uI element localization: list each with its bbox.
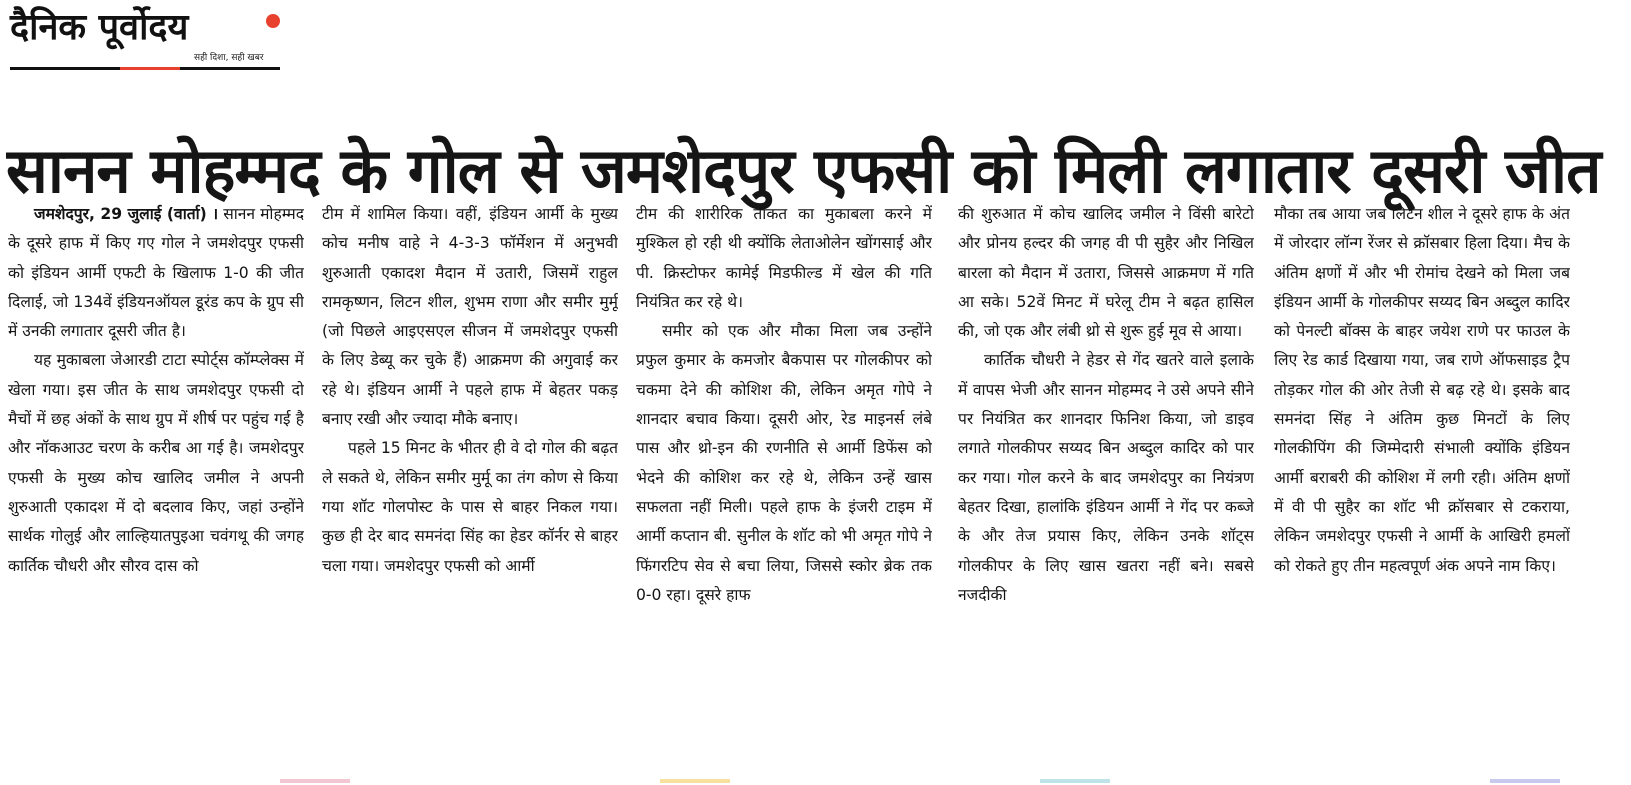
article-body bbox=[8, 200, 1623, 755]
article-paragraph: टीम में शामिल किया। वहीं, इंडियन आर्मी के मुख्य कोच मनीष वाहे ने 4-3-3 फॉर्मेशन में अनुभवी शुरुआती एकादश मैदान में उतारी, जिसमें राहुल रामकृष्णन, लिटन शील, शुभम राणा और समीर मुर्मू (जो पिछले आइएसएल सीजन में जमशेदपुर एफसी के लिए डेब्यू कर चुके हैं) आक्रमण की अगुवाई कर रहे थे। इंडियन आर्मी ने पहले हाफ में बेहतर पकड़ बनाए रखी और ज्यादा मौके बनाए। bbox=[322, 205, 618, 429]
paragraph-text: सानन मोहम्मद के दूसरे हाफ में किए गए गोल ने जमशेदपुर एफसी को इंडियन आर्मी एफटी के खिलाफ 1-0 की जीत दिलाई, जो 134वें इंडियनऑयल डूरंड कप के ग्रुप सी में उनकी लगातार दूसरी जीत है। bbox=[8, 205, 304, 341]
article-paragraph: टीम की शारीरिक ताकत का मुकाबला करने में मुश्किल हो रही थी क्योंकि लेताओलेन खोंगसाई और पी. क्रिस्टोफर कामेई मिडफील्ड में खेल की गति नियंत्रित कर रहे थे। bbox=[636, 205, 932, 311]
article-paragraph: पहले 15 मिनट के भीतर ही वे दो गोल की बढ़त ले सकते थे, लेकिन समीर मुर्मू का तंग कोण से किया गया शॉट गोलपोस्ट के पास से बाहर निकल गया। कुछ ही देर बाद समनंदा सिंह का हेडर कॉर्नर से बाहर चला गया। जमशेदपुर एफसी को आर्मी bbox=[322, 439, 618, 575]
article-paragraph bbox=[8, 200, 304, 346]
article-column-4 bbox=[958, 200, 1254, 755]
article-paragraph: यह मुकाबला जेआरडी टाटा स्पोर्ट्स कॉम्प्लेक्स में खेला गया। इस जीत के साथ जमशेदपुर एफसी दो मैचों में छह अंकों के साथ ग्रुप में शीर्ष पर पहुंच गई है और नॉकआउट चरण के करीब आ गई है। जमशेदपुर एफसी के मुख्य कोच खालिद जमील ने अपनी शुरुआती एकादश में दो बदलाव किए, जहां उन्होंने सार्थक गोलुई और लाल्हियातपुइआ चवंगथू की जगह कार्तिक चौधरी और सौरव दास को bbox=[8, 351, 304, 575]
article-column-5 bbox=[1274, 200, 1570, 755]
article-column-1 bbox=[8, 200, 304, 755]
article-paragraph: की शुरुआत में कोच खालिद जमील ने विंसी बारेटो और प्रोनय हल्दर की जगह वी पी सुहैर और निखिल बारला को मैदान में उतारा, जिससे आक्रमण में गति आ सके। 52वें मिनट में घरेलू टीम ने बढ़त हासिल की, जो एक और लंबी थ्रो से शुरू हुई मूव से आया। bbox=[958, 205, 1254, 341]
decorative-strip bbox=[280, 779, 350, 783]
article-column-2 bbox=[322, 200, 618, 755]
article-paragraph: समीर को एक और मौका मिला जब उन्होंने प्रफुल कुमार के कमजोर बैकपास पर गोलकीपर को चकमा देने की कोशिश की, लेकिन अमृत गोपे ने शानदार बचाव किया। दूसरी ओर, रेड माइनर्स लंबे पास और थ्रो-इन की रणनीति से आर्मी डिफेंस को भेदने की कोशिश कर रहे थे, लेकिन उन्हें खास सफलता नहीं मिली। पहले हाफ के इंजरी टाइम में आर्मी कप्तान बी. सुनील के शॉट को भी अमृत गोपे ने फिंगरटिप सेव से बचा लिया, जिससे स्कोर ब्रेक तक 0-0 रहा। दूसरे हाफ bbox=[636, 322, 932, 604]
article-column-3 bbox=[636, 200, 932, 755]
decorative-strip bbox=[660, 779, 730, 783]
article-paragraph: कार्तिक चौधरी ने हेडर से गेंद खतरे वाले इलाके में वापस भेजी और सानन मोहम्मद ने उसे अपने सीने पर नियंत्रित कर शानदार फिनिश किया, जो डाइव लगाते गोलकीपर सय्यद बिन अब्दुल कादिर को पार कर गया। गोल करने के बाद जमशेदपुर का नियंत्रण बेहतर दिखा, हालांकि इंडियन आर्मी ने गेंद पर कब्जे के और तेज प्रयास किए, लेकिन उनके शॉट्स गोलकीपर के लिए खास खतरा नहीं बने। सबसे नजदीकी bbox=[958, 351, 1254, 604]
decorative-strip bbox=[1490, 779, 1560, 783]
newspaper-tagline: सही दिशा, सही खबर bbox=[194, 53, 264, 63]
masthead-rule-accent bbox=[120, 67, 180, 70]
newspaper-logo: दैनिक पूर्वोदय bbox=[10, 7, 189, 48]
article-dateline: जमशेदपुर, 29 जुलाई (वार्ता) । bbox=[34, 205, 219, 223]
masthead bbox=[10, 6, 285, 70]
decorative-strip bbox=[1040, 779, 1110, 783]
article-paragraph: मौका तब आया जब लिटन शील ने दूसरे हाफ के अंत में जोरदार लॉन्ग रेंजर से क्रॉसबार हिला दिया। मैच के अंतिम क्षणों में और भी रोमांच देखने को मिला जब इंडियन आर्मी के गोलकीपर सय्यद बिन अब्दुल कादिर को पेनल्टी बॉक्स के बाहर जयेश राणे पर फाउल के लिए रेड कार्ड दिखाया गया, जब राणे ऑफसाइड ट्रैप तोड़कर गोल की ओर तेजी से बढ़ रहे थे। इसके बाद समनंदा सिंह ने अंतिम कुछ मिनटों के लिए गोलकीपिंग की जिम्मेदारी संभाली क्योंकि इंडियन आर्मी बराबरी की कोशिश में लगी रही। अंतिम क्षणों में वी पी सुहैर का शॉट भी क्रॉसबार से टकराया, लेकिन जमशेदपुर एफसी ने आर्मी के आखिरी हमलों को रोकते हुए तीन महत्वपूर्ण अंक अपने नाम किए। bbox=[1274, 205, 1570, 575]
article-headline: सानन मोहम्मद के गोल से जमशेदपुर एफसी को मिली लगातार दूसरी जीत bbox=[6, 133, 1601, 207]
logo-dot-icon bbox=[266, 14, 280, 28]
